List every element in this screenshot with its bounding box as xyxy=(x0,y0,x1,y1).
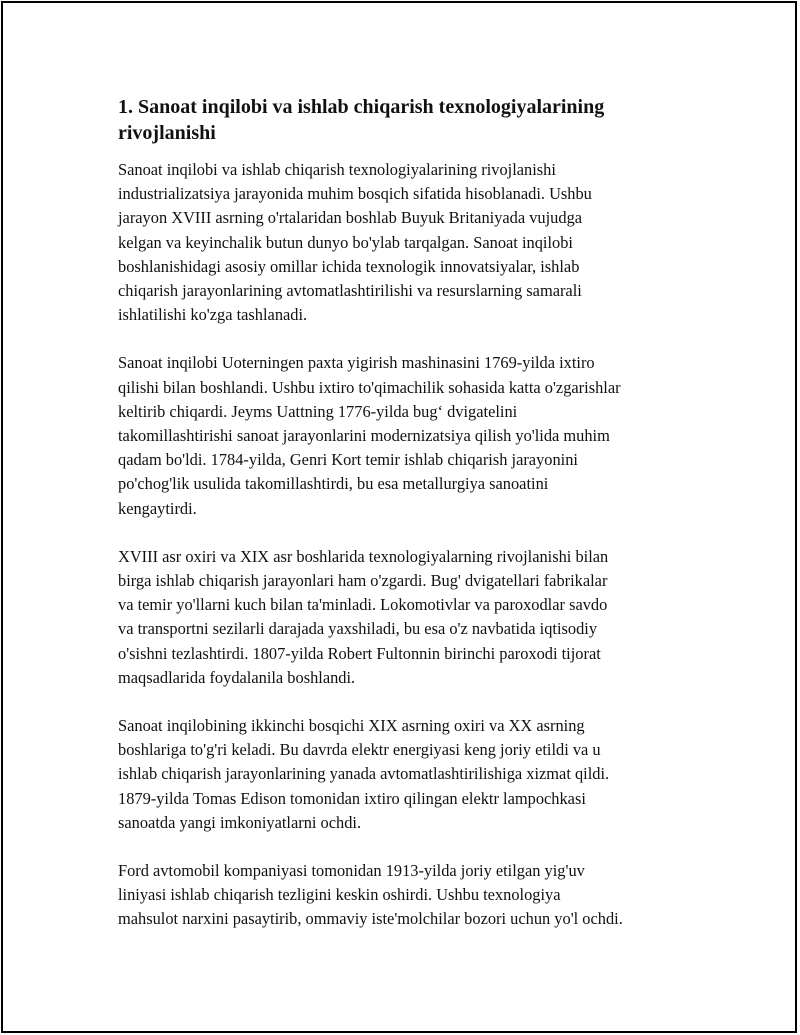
paragraph-2: Sanoat inqilobi Uoterningen paxta yigirish mashinasini 1769-yilda ixtiro qilishi bilan boshlandi. Ushbu ixtiro to'qimachilik sohasida katta o'zgarishlar keltirib chiqardi. Jeyms Uattning 1776-yilda bug‘ dvigatelini takomillashtirishi sanoat jarayonlarini modernizatsiya qilish yo'lida muhim qadam bo'ldi. 1784-yilda, Genri Kort temir ishlab chiqarish jarayonini po'chog'lik usulida takomillashtirdi, bu esa metallurgiya sanoatini kengaytirdi. xyxy=(118,353,621,518)
paragraph-1: Sanoat inqilobi va ishlab chiqarish texnologiyalarining rivojlanishi industrializatsiya jarayonida muhim bosqich sifatida hisoblanadi. Ushbu jarayon XVIII asrning o'rtalaridan boshlab Buyuk Britaniyada vujudga kelgan va keyinchalik butun dunyo bo'ylab tarqalgan. Sanoat inqilobi boshlanishidagi asosiy omillar ichida texnologik innovatsiyalar, ishlab chiqarish jarayonlarining avtomatlashtirilishi va resurslarning samarali ishlatilishi ko'zga tashlanadi. xyxy=(118,160,592,325)
section-title: 1. Sanoat inqilobi va ishlab chiqarish texnologiyalarining rivojlanishi xyxy=(118,96,605,144)
paragraph-4: Sanoat inqilobining ikkinchi bosqichi XIX asrning oxiri va XX asrning boshlariga to'g'ri keladi. Bu davrda elektr energiyasi keng joriy etildi va u ishlab chiqarish jarayonlarining yanada avtomatlashtirilishiga xizmat qildi. 1879-yilda Tomas Edison tomonidan ixtiro qilingan elektr lampochkasi sanoatda yangi imkoniyatlarni ochdi. xyxy=(118,716,610,832)
paragraph-5: Ford avtomobil kompaniyasi tomonidan 1913-yilda joriy etilgan yig'uv liniyasi ishlab chiqarish tezligini keskin oshirdi. Ushbu texnologiya mahsulot narxini pasaytirib, ommaviy iste'molchilar bozori uchun yo'l ochdi. xyxy=(118,861,623,929)
document-body xyxy=(118,94,698,956)
paragraph-3: XVIII asr oxiri va XIX asr boshlarida texnologiyalarning rivojlanishi bilan birga ishlab chiqarish jarayonlari ham o'zgardi. Bug' dvigatellari fabrikalar va temir yo'llarni kuch bilan ta'minladi. Lokomotivlar va paroxodlar savdo va transportni sezilarli darajada yaxshiladi, bu esa o'z navbatida iqtisodiy o'sishni tezlashtirdi. 1807-yilda Robert Fultonnin birinchi paroxodi tijorat maqsadlarida foydalanila boshlandi. xyxy=(118,546,609,687)
